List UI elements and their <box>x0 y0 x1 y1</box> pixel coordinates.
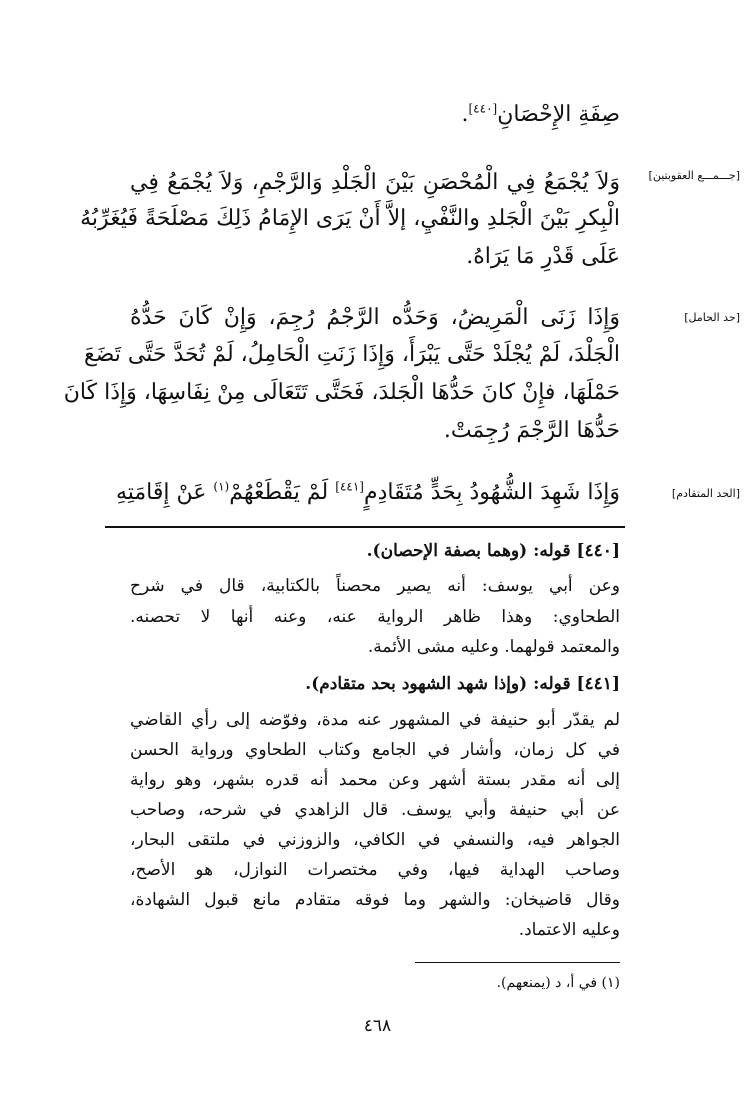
note-text-line: لم يقدّر أبو حنيفة في المشهور عنه مدة، وفوّضه إلى رأي القاضي <box>130 710 620 730</box>
note-heading: [٤٤١] قوله: (وإذا شهد الشهود بحد متقادم). <box>305 674 620 694</box>
footnote-ref: (١) <box>213 479 230 494</box>
section-heading <box>130 100 620 130</box>
main-text-line: حَدُّهَا الرَّجْمَ رُجِمَتْ. <box>443 418 620 443</box>
main-text-line: وَلاَ يُجْمَعُ فِي الْمُحْصَنِ بَيْنَ الْجَلْدِ وَالرَّجْمِ، وَلاَ يُجْمَعُ فِي <box>130 170 620 195</box>
footnote-text: (١) في أ، د (يمنعهم). <box>496 975 620 991</box>
note-text-line: عن أبي حنيفة وأبي يوسف. قال الزاهدي في شرحه، وصاحب <box>130 800 620 820</box>
margin-note-combining-punishments: [جـــمـــع العقوبتين] <box>648 169 740 182</box>
main-text-fragment: وَإِذَا شَهِدَ الشُّهُودُ بِحَدٍّ مُتَقَادِمٍ <box>363 480 620 505</box>
main-text-line: حَمْلَهَا، فإِنْ كانَ حَدُّهَا الْجَلدَ، فَحَتَّى تَتَعَالَى مِنْ نِفَاسِهَا، وَإِذَا كَانَ <box>63 380 620 405</box>
heading-text: صِفَةِ الإِحْصَانِ <box>497 102 620 127</box>
heading-note-ref: [٤٤٠] <box>468 101 498 116</box>
page-number: ٤٦٨ <box>363 1016 392 1036</box>
note-text-line: وعليه الاعتماد. <box>518 920 620 940</box>
main-text-fragment: عَنْ إِقَامَتِهِ <box>115 480 207 505</box>
footnote-divider <box>415 962 620 963</box>
notes-divider <box>105 526 625 528</box>
main-text-line: وَإِذَا زَنَى الْمَرِيضُ، وَحَدُّه الرَّجْمُ رُجِمَ، وَإِنْ كَانَ حَدُّهُ <box>130 305 620 330</box>
heading-end: . <box>461 102 469 127</box>
note-text-line: وصاحب الهداية فيها، وفي مختصرات النوازل، هو الأصح، <box>130 860 620 880</box>
note-text-line: الطحاوي: وهذا ظاهر الرواية عنه، وعنه أنها لا تحصنه. <box>130 607 620 627</box>
note-text-line: الجواهر فيه، والنسفي في الكافي، والزوزني في ملتقى البحار، <box>130 830 620 850</box>
main-text-line: عَلَى قَدْرِ مَا يَرَاهُ. <box>466 244 620 269</box>
note-text-line: وقال قاضيخان: والشهر وما فوقه متقادم مانع قبول الشهادة، <box>130 890 620 910</box>
margin-note-old-punishment: [الحد المتقادم] <box>671 487 740 500</box>
note-heading: [٤٤٠] قوله: (وهما بصفة الإحصان). <box>366 541 620 561</box>
note-text-line: في كل زمان، وأشار في الجامع وكتاب الطحاوي ورواية الحسن <box>130 740 620 760</box>
note-ref: [٤٤١] <box>335 479 364 494</box>
note-text-line: وعن أبي يوسف: أنه يصير محصناً بالكتابية، قال في شرح <box>130 576 620 596</box>
main-text-line: الْجَلْدَ، لَمْ يُجْلَدْ حَتَّى يَبْرَأَ، وَإِذَا زَنَتِ الْحَامِلُ، لَمْ تُحَدَّ حَتَّى تَضَعَ <box>83 342 620 367</box>
main-text-fragment: لَمْ يَقْطَعْهُمْ <box>229 480 329 505</box>
note-text-line: إلى أنه مقدر بستة أشهر وعن محمد أنه قدره بشهر، وهو رواية <box>130 770 620 790</box>
main-text-line <box>115 478 620 508</box>
margin-note-pregnant-woman: [حد الحامل] <box>684 311 740 324</box>
note-text-line: والمعتمد قولهما. وعليه مشى الأئمة. <box>367 637 620 657</box>
main-text-line: الْبِكرِ بَيْنَ الْجَلدِ والنَّفْيِ، إلاَّ أَنْ يَرَى الإِمَامُ ذَلِكَ مَصْلَحَةً فَيُغَرِّبُهُ <box>80 206 620 231</box>
